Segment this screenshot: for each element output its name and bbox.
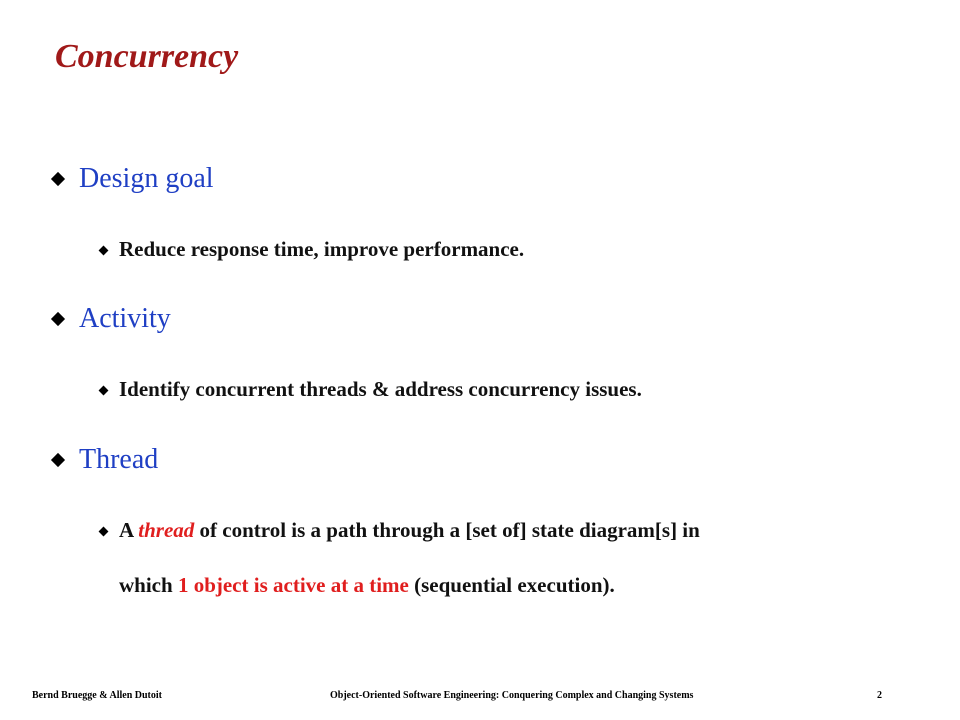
footer-page-number: 2: [877, 690, 882, 701]
sub-bullet-thread-line2: [100, 573, 615, 598]
bullet-design-goal: [50, 163, 214, 195]
bullet-activity: [50, 303, 171, 335]
text-segment: which: [119, 573, 178, 597]
small-diamond-bullet-icon: [99, 386, 109, 396]
footer-authors: Bernd Bruegge & Allen Dutoit: [32, 690, 162, 701]
text-segment: of control is a path through a [set of] state diagram[s] in: [194, 518, 700, 542]
sub-bullet-text: Identify concurrent threads & address concurrency issues.: [119, 377, 642, 401]
thread-emphasis: thread: [138, 518, 195, 542]
slide-title: Concurrency: [55, 38, 239, 75]
small-diamond-bullet-icon: [99, 527, 109, 537]
sub-bullet-text-line1: [119, 518, 700, 543]
footer-book-title: Object-Oriented Software Engineering: Conquering Complex and Changing Systems: [330, 690, 694, 701]
sub-bullet-activity: [100, 377, 642, 402]
text-segment: A: [119, 518, 139, 542]
text-segment: (sequential execution).: [408, 573, 615, 597]
diamond-bullet-icon: [51, 453, 65, 467]
bullet-heading: Activity: [79, 303, 171, 334]
sub-bullet-text: Reduce response time, improve performance.: [119, 237, 525, 261]
bullet-heading: Thread: [79, 444, 159, 475]
diamond-bullet-icon: [51, 312, 65, 326]
small-diamond-bullet-icon: [99, 246, 109, 256]
bullet-heading: Design goal: [79, 163, 214, 194]
sub-bullet-thread: [100, 518, 700, 543]
highlight-text: 1 object is active at a time: [177, 573, 409, 597]
diamond-bullet-icon: [51, 172, 65, 186]
sub-bullet-text-line2: [119, 573, 615, 598]
bullet-thread: [50, 444, 158, 476]
sub-bullet-design-goal: [100, 237, 524, 262]
